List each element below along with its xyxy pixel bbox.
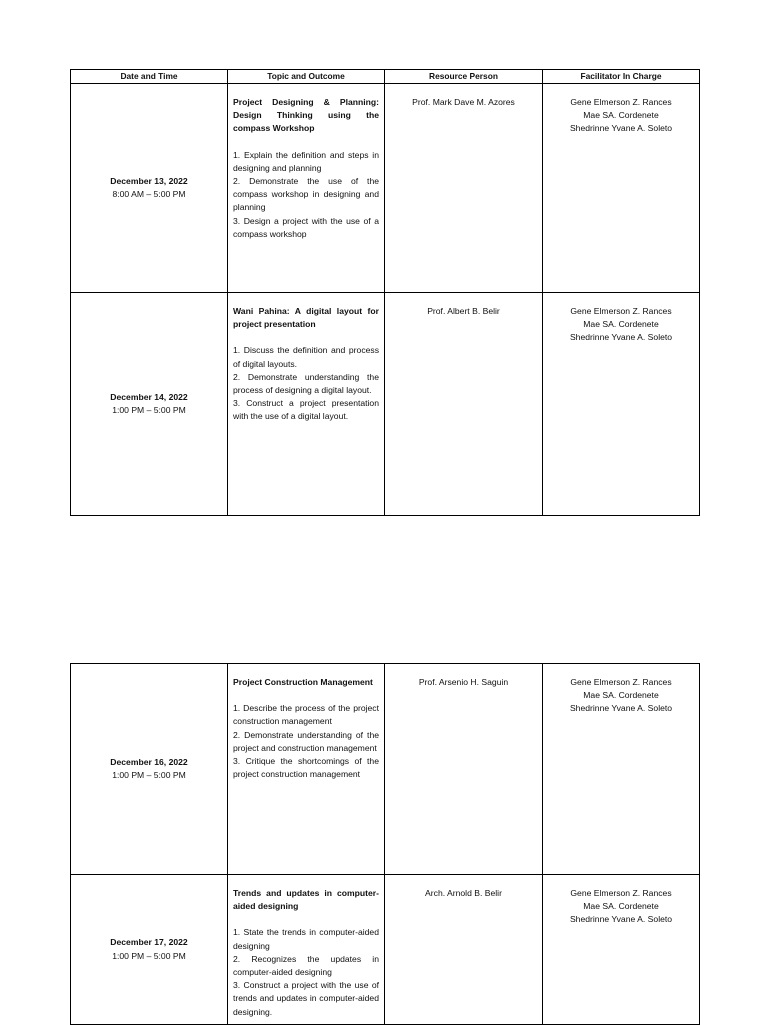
facilitator-name: Shedrinne Yvane A. Soleto (569, 332, 673, 343)
resource-person: Arch. Arnold B. Belir (385, 875, 543, 1025)
facilitator-name: Mae SA. Cordenete (583, 319, 659, 330)
topic-title: Project Construction Management (233, 677, 373, 687)
topic-title: Project Designing & Planning: Design Thinking using the compass Workshop (233, 97, 379, 134)
outcome-item: 3. Design a project with the use of a compass workshop (233, 215, 379, 239)
topic-cell (228, 664, 385, 875)
session-date: December 17, 2022 (110, 937, 188, 948)
outcome-item: 2. Recognizes the updates in computer-aided designing (233, 953, 379, 978)
outcome-item: 1. Explain the definition and steps in designing and planning (233, 149, 379, 173)
facilitator-name: Shedrinne Yvane A. Soleto (569, 703, 673, 714)
header-facilitator: Facilitator In Charge (543, 70, 700, 84)
topic-cell (228, 293, 385, 516)
session-time: 8:00 AM – 5:00 PM (112, 189, 186, 199)
schedule-table-2 (70, 663, 700, 1025)
session-row (71, 664, 700, 875)
schedule-table-1 (70, 69, 700, 516)
facilitator-name: Gene Elmerson Z. Rances (570, 677, 672, 687)
facilitator-name: Mae SA. Cordenete (583, 690, 659, 701)
facilitator-cell (543, 84, 700, 293)
facilitator-name: Shedrinne Yvane A. Soleto (569, 123, 673, 134)
resource-person: Prof. Arsenio H. Saguin (385, 664, 543, 875)
session-date: December 14, 2022 (110, 391, 188, 402)
header-row (71, 70, 700, 84)
outcome-item: 1. Describe the process of the project construction management (233, 703, 379, 727)
facilitator-name: Gene Elmerson Z. Rances (570, 97, 672, 107)
session-time: 1:00 PM – 5:00 PM (112, 405, 186, 415)
outcome-item: 3. Critique the shortcomings of the project construction management (233, 756, 379, 780)
facilitator-name: Shedrinne Yvane A. Soleto (569, 914, 673, 925)
facilitator-name: Mae SA. Cordenete (583, 901, 659, 912)
facilitator-cell (543, 293, 700, 516)
resource-person: Prof. Mark Dave M. Azores (385, 84, 543, 293)
date-cell (71, 293, 228, 516)
session-row (71, 84, 700, 293)
outcome-list (233, 149, 379, 241)
date-cell (71, 84, 228, 293)
session-time: 1:00 PM – 5:00 PM (112, 950, 186, 961)
outcome-item: 1. Discuss the definition and process of digital layouts. (233, 345, 379, 369)
resource-person: Prof. Albert B. Belir (385, 293, 543, 516)
topic-cell (228, 84, 385, 293)
outcome-item: 1. State the trends in computer-aided designing (233, 927, 379, 951)
date-cell (71, 875, 228, 1025)
outcome-item: 3. Construct a project presentation with the use of a digital layout. (233, 398, 379, 422)
outcome-item: 3. Construct a project with the use of trends and updates in computer-aided designing. (233, 980, 379, 1017)
session-date: December 16, 2022 (110, 756, 188, 767)
header-date-time: Date and Time (71, 70, 228, 84)
facilitator-name: Mae SA. Cordenete (583, 110, 659, 121)
topic-title: Trends and updates in computer-aided designing (233, 888, 379, 912)
outcome-item: 2. Demonstrate understanding the process of designing a digital layout. (233, 371, 379, 396)
outcome-list (233, 702, 379, 781)
topic-cell (228, 875, 385, 1025)
facilitator-name: Gene Elmerson Z. Rances (570, 888, 672, 898)
facilitator-cell (543, 875, 700, 1025)
facilitator-name: Gene Elmerson Z. Rances (570, 306, 672, 316)
header-topic: Topic and Outcome (228, 70, 385, 84)
outcome-list (233, 926, 379, 1018)
date-cell (71, 664, 228, 875)
facilitator-cell (543, 664, 700, 875)
topic-title: Wani Pahina: A digital layout for project presentation (233, 306, 379, 330)
outcome-item: 2. Demonstrate the use of the compass workshop in designing and planning (233, 176, 379, 213)
header-resource-person: Resource Person (385, 70, 543, 84)
outcome-item: 2. Demonstrate understanding of the project and construction management (233, 729, 379, 753)
session-time: 1:00 PM – 5:00 PM (112, 770, 186, 780)
session-date: December 13, 2022 (110, 175, 188, 186)
session-row (71, 293, 700, 516)
outcome-list (233, 344, 379, 423)
session-row (71, 875, 700, 1025)
